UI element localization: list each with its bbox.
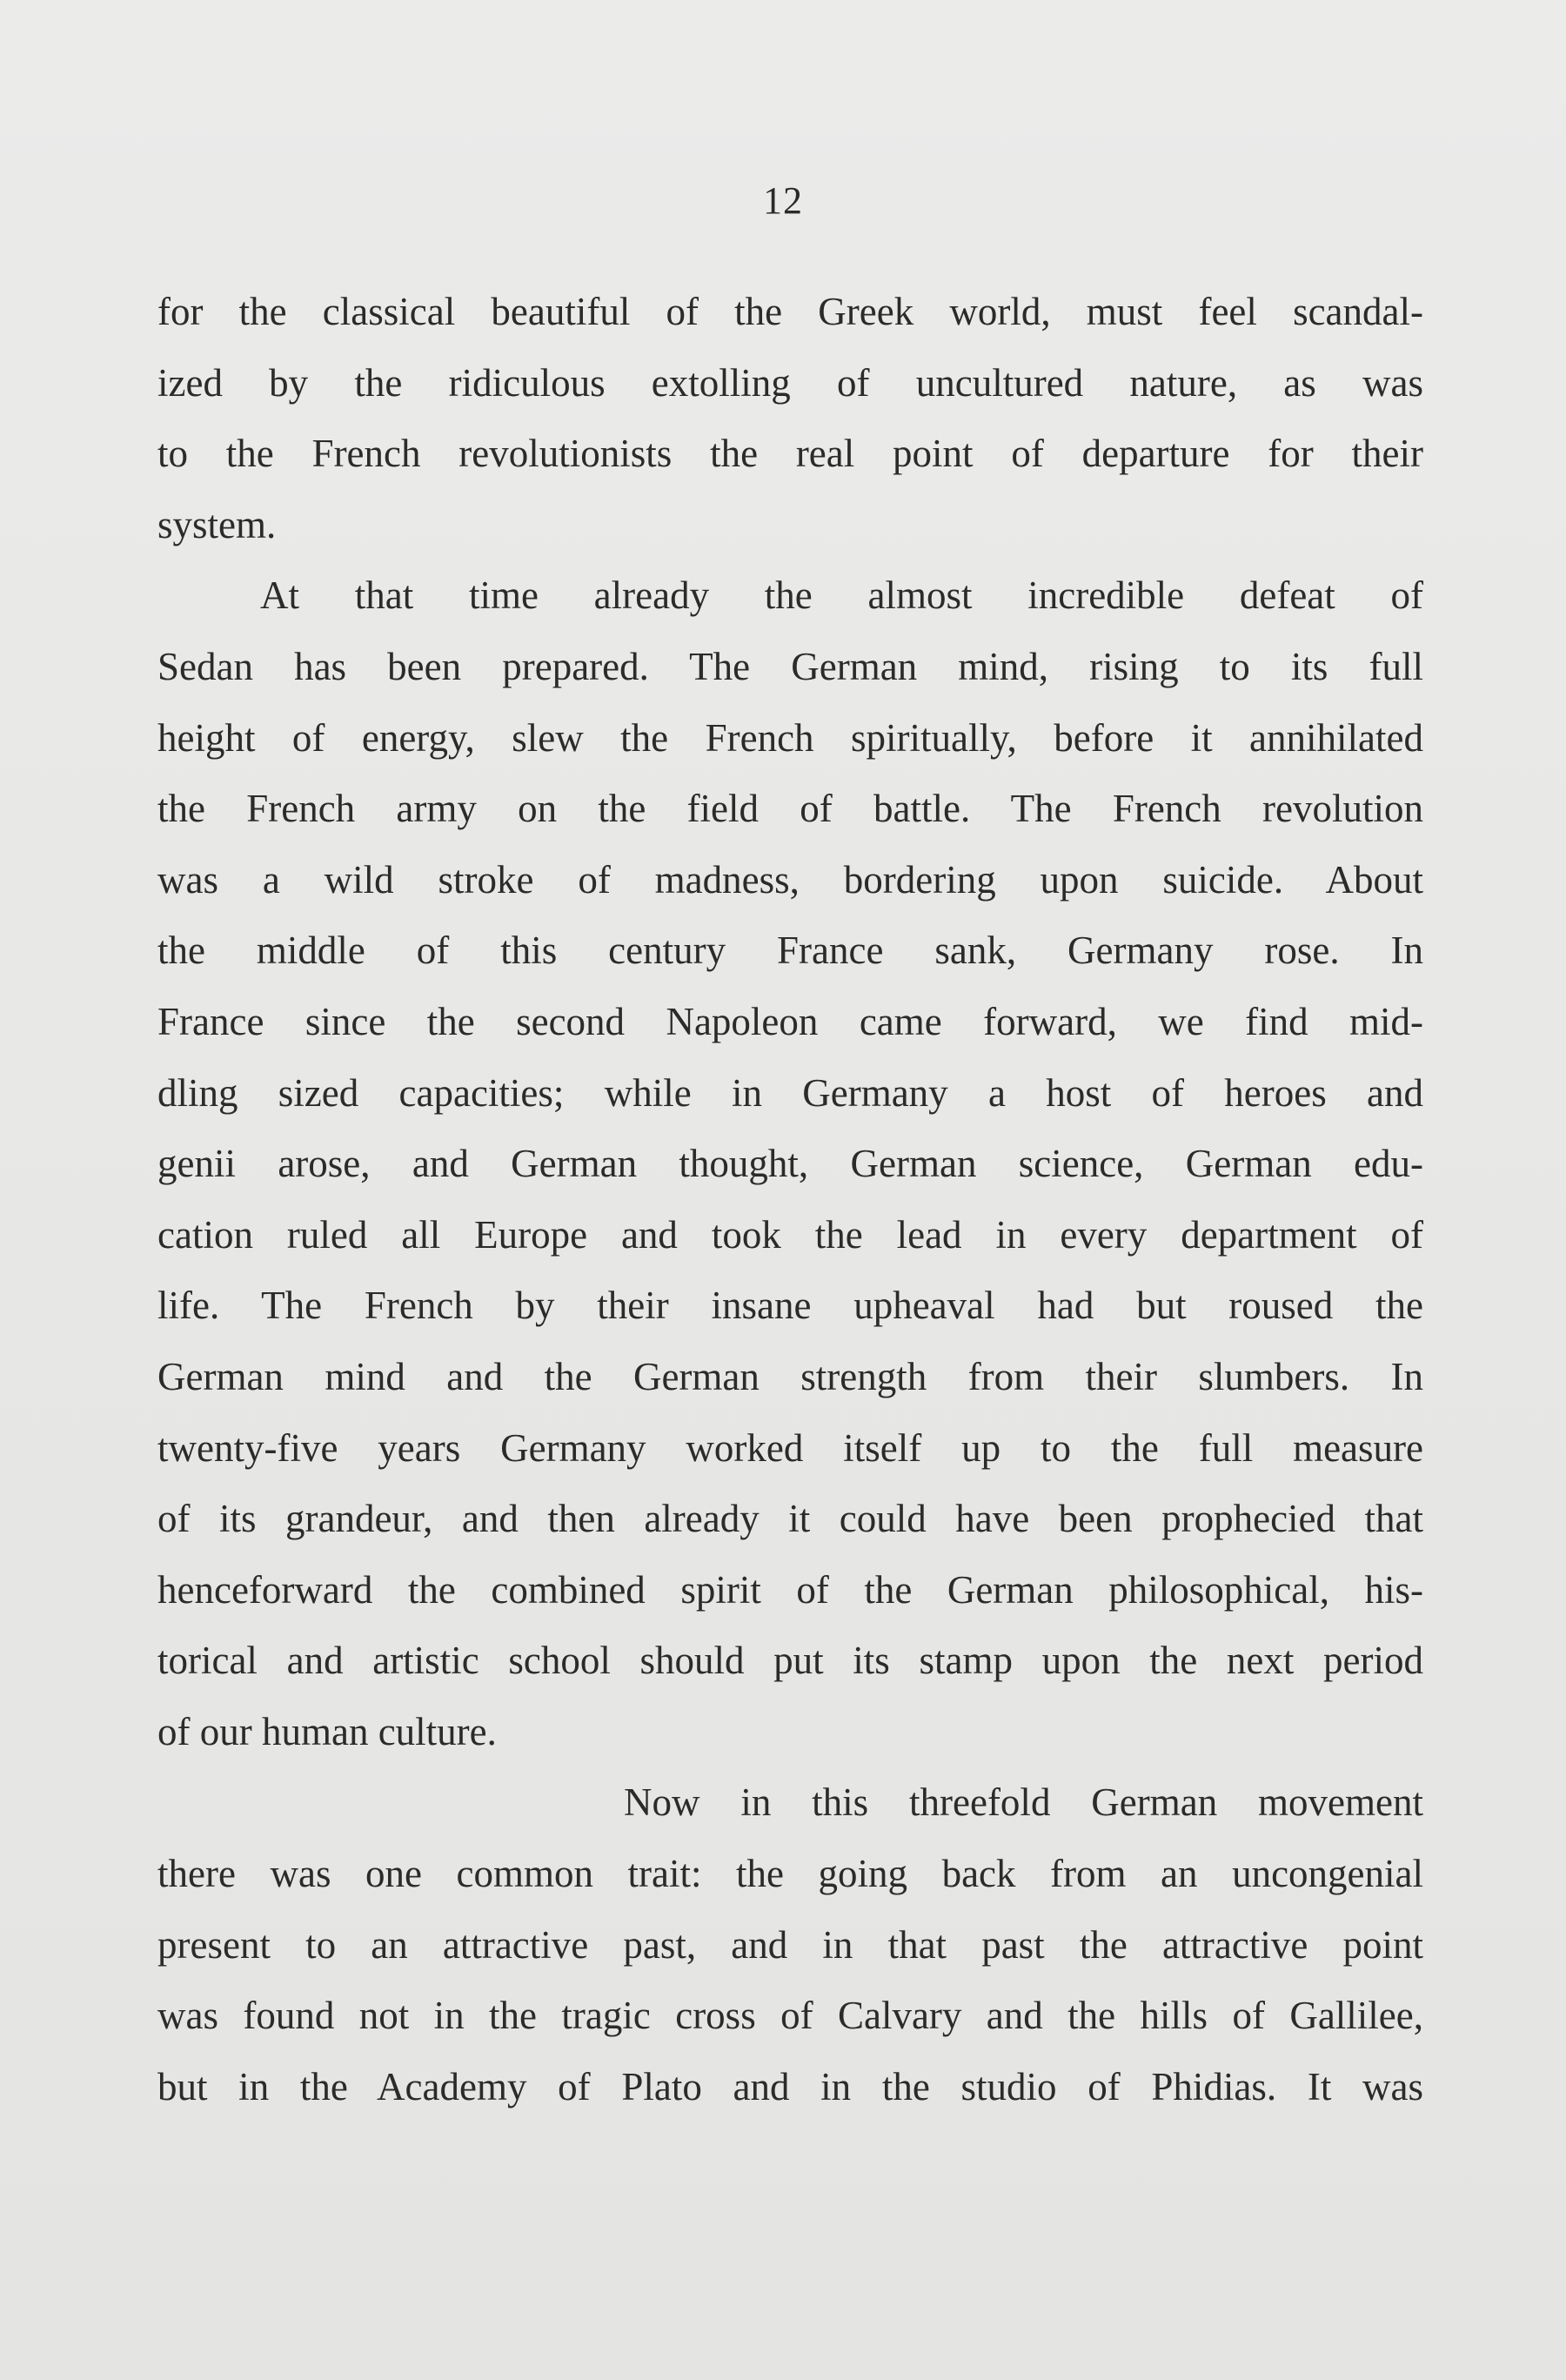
text-line: henceforward the combined spirit of the German philosophical, his- xyxy=(157,1567,1423,1612)
text-line: the French army on the field of battle. The French revolution xyxy=(157,787,1423,831)
text-line: height of energy, slew the French spiritually, before it annihilated xyxy=(157,715,1423,760)
text-line: of its grandeur, and then already it could have been prophecied that xyxy=(157,1497,1423,1541)
paragraph-start-line: Now in this threefold German movement xyxy=(624,1780,1423,1825)
text-line: present to an attractive past, and in that past the attractive point xyxy=(157,1922,1423,1967)
text-line: genii arose, and German thought, German science, German edu- xyxy=(157,1142,1423,1186)
text-line: was found not in the tragic cross of Calvary and the hills of Gallilee, xyxy=(157,1994,1423,2038)
text-line: torical and artistic school should put its stamp upon the next period xyxy=(157,1639,1423,1683)
text-line: to the French revolutionists the real point of departure for their xyxy=(157,432,1423,476)
page-number: 12 xyxy=(763,179,803,222)
text-line: twenty-five years Germany worked itself up to the full measure xyxy=(157,1425,1423,1470)
text-line: for the classical beautiful of the Greek world, must feel scandal- xyxy=(157,290,1423,333)
body-text xyxy=(157,277,1423,2122)
text-line: cation ruled all Europe and took the lead in every department of xyxy=(157,1212,1423,1257)
text-line: France since the second Napoleon came forward, we find mid- xyxy=(157,999,1423,1043)
paragraph-start-line: At that time already the almost incredible defeat of xyxy=(260,573,1423,618)
text-line: of our human culture. xyxy=(157,1709,497,1753)
text-line: there was one common trait: the going back from an uncongenial xyxy=(157,1852,1423,1896)
text-line: system. xyxy=(157,502,277,546)
text-line: Sedan has been prepared. The German mind, rising to its full xyxy=(157,644,1423,688)
text-line: was a wild stroke of madness, bordering upon suicide. About xyxy=(157,857,1423,902)
text-line: life. The French by their insane upheaval had but roused the xyxy=(157,1284,1423,1328)
text-line: the middle of this century France sank, Germany rose. In xyxy=(157,929,1423,973)
text-line: but in the Academy of Plato and in the studio of Phidias. It was xyxy=(157,2064,1423,2108)
text-line: ized by the ridiculous extolling of uncultured nature, as was xyxy=(157,360,1423,405)
text-line: German mind and the German strength from their slumbers. In xyxy=(157,1354,1423,1398)
text-line: dling sized capacities; while in Germany a host of heroes and xyxy=(157,1070,1423,1115)
